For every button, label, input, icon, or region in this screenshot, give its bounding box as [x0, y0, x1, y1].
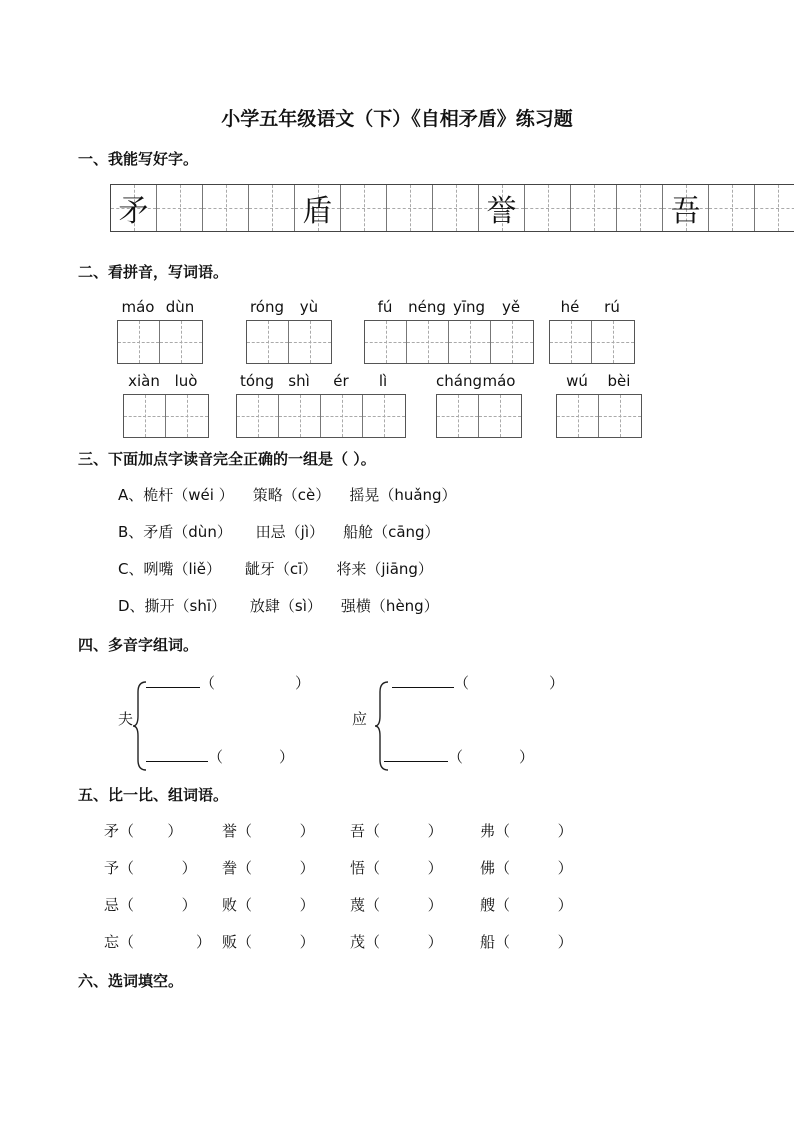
pinyin-syllable: dùn: [165, 298, 195, 316]
pinyin-syllable: hé: [560, 298, 580, 316]
grid-char: [157, 185, 202, 231]
compare-item: 忘（ ）: [104, 933, 211, 951]
polyphone-1-entry-2: （ ）: [146, 746, 294, 767]
section-3-heading: 三、下面加点字读音完全正确的一组是（ ）。: [78, 450, 376, 468]
compare-item: 佛（ ）: [480, 859, 573, 877]
pinyin-syllable: wú: [566, 372, 588, 390]
option-b: B、矛盾（dùn） 田忌（jì） 船舱（cāng）: [118, 523, 440, 541]
answer-box[interactable]: [363, 395, 405, 437]
grid-cell: [663, 185, 709, 231]
compare-item: 忌（ ）: [104, 896, 197, 914]
compare-item: 弗（ ）: [480, 822, 573, 840]
answer-box[interactable]: [557, 395, 599, 437]
grid-char: 盾: [302, 194, 333, 229]
polyphone-2-entry-1: （ ）: [392, 672, 564, 693]
grid-cell: [341, 185, 387, 231]
pinyin-group: [117, 298, 203, 364]
grid-char: [433, 185, 478, 231]
answer-box[interactable]: [550, 321, 592, 363]
option-d: D、撕开（shī） 放肆（sì） 强横（hèng）: [118, 597, 439, 615]
answer-box[interactable]: [118, 321, 160, 363]
option-a: A、桅杆（wéi ） 策略（cè） 摇晃（huǎng）: [118, 486, 457, 504]
answer-box[interactable]: [599, 395, 641, 437]
grid-char: [571, 185, 616, 231]
grid-cell: [709, 185, 755, 231]
polyphone-char-2: 应: [352, 710, 368, 728]
compare-item: 予（ ）: [104, 859, 197, 877]
pinyin-syllable: tóng: [239, 372, 275, 390]
compare-item: 誉（ ）: [222, 822, 315, 840]
pinyin-syllable: máo: [482, 372, 516, 390]
pinyin-syllable: yě: [501, 298, 521, 316]
pinyin-syllable: cháng: [436, 372, 482, 390]
compare-item: 蔑（ ）: [350, 896, 443, 914]
writing-grid: [110, 184, 794, 232]
grid-char: [341, 185, 386, 231]
grid-cell: [249, 185, 295, 231]
answer-box[interactable]: [321, 395, 363, 437]
compare-item: 艘（ ）: [480, 896, 573, 914]
compare-item: 茂（ ）: [350, 933, 443, 951]
grid-char: [203, 185, 248, 231]
grid-cell: [203, 185, 249, 231]
section-4-heading: 四、多音字组词。: [78, 636, 199, 654]
pinyin-syllable: luò: [174, 372, 198, 390]
option-c: C、咧嘴（liě） 龇牙（cī） 将来（jiāng）: [118, 560, 433, 578]
grid-cell: [157, 185, 203, 231]
answer-box[interactable]: [407, 321, 449, 363]
pinyin-group: [549, 298, 635, 364]
pinyin-group: [123, 372, 209, 438]
pinyin-group: [236, 372, 406, 438]
polyphone-1-entry-1: （ ）: [146, 672, 310, 693]
grid-cell: [295, 185, 341, 231]
grid-char: 吾: [670, 194, 701, 229]
polyphone-char-1: 夫: [118, 710, 134, 728]
answer-box[interactable]: [160, 321, 202, 363]
grid-char: [755, 185, 794, 231]
answer-box[interactable]: [437, 395, 479, 437]
compare-item: 船（ ）: [480, 933, 573, 951]
grid-cell: [387, 185, 433, 231]
compare-item: 矛（ ）: [104, 822, 183, 840]
pinyin-syllable: ér: [333, 372, 349, 390]
grid-char: 矛: [118, 194, 149, 229]
answer-box[interactable]: [479, 395, 521, 437]
grid-cell: [433, 185, 479, 231]
pinyin-syllable: róng: [249, 298, 285, 316]
section-2-heading: 二、看拼音，写词语。: [78, 263, 229, 281]
polyphone-2-entry-2: （ ）: [384, 746, 534, 767]
grid-cell: [111, 185, 157, 231]
pinyin-group: [556, 372, 642, 438]
compare-item: 吾（ ）: [350, 822, 443, 840]
pinyin-syllable: shì: [288, 372, 310, 390]
pinyin-syllable: néng: [408, 298, 446, 316]
pinyin-group: [436, 372, 522, 438]
grid-char: 誉: [486, 194, 517, 229]
pinyin-syllable: bèi: [607, 372, 631, 390]
pinyin-syllable: yīng: [452, 298, 486, 316]
pinyin-syllable: fú: [377, 298, 393, 316]
grid-cell: [525, 185, 571, 231]
grid-cell: [479, 185, 525, 231]
answer-box[interactable]: [124, 395, 166, 437]
grid-char: [249, 185, 294, 231]
pinyin-syllable: rú: [604, 298, 620, 316]
grid-cell: [571, 185, 617, 231]
pinyin-syllable: yù: [299, 298, 319, 316]
grid-cell: [755, 185, 794, 231]
section-1-heading: 一、我能写好字。: [78, 150, 199, 168]
answer-box[interactable]: [491, 321, 533, 363]
pinyin-syllable: máo: [121, 298, 155, 316]
answer-box[interactable]: [166, 395, 208, 437]
section-5-heading: 五、比一比、组词语。: [78, 786, 229, 804]
pinyin-group: [246, 298, 332, 364]
grid-char: [525, 185, 570, 231]
answer-box[interactable]: [237, 395, 279, 437]
grid-char: [709, 185, 754, 231]
answer-box[interactable]: [365, 321, 407, 363]
compare-item: 悟（ ）: [350, 859, 443, 877]
section-6-heading: 六、选词填空。: [78, 972, 184, 990]
pinyin-group: [364, 298, 534, 364]
answer-box[interactable]: [279, 395, 321, 437]
compare-item: 贩（ ）: [222, 933, 315, 951]
answer-box[interactable]: [592, 321, 634, 363]
grid-char: [387, 185, 432, 231]
answer-box[interactable]: [449, 321, 491, 363]
compare-item: 誊（ ）: [222, 859, 315, 877]
pinyin-syllable: lì: [378, 372, 388, 390]
compare-item: 败（ ）: [222, 896, 315, 914]
answer-box[interactable]: [247, 321, 289, 363]
grid-char: [617, 185, 662, 231]
grid-cell: [617, 185, 663, 231]
pinyin-syllable: xiàn: [128, 372, 160, 390]
answer-box[interactable]: [289, 321, 331, 363]
page-title: 小学五年级语文（下）《自相矛盾》练习题: [221, 108, 573, 130]
